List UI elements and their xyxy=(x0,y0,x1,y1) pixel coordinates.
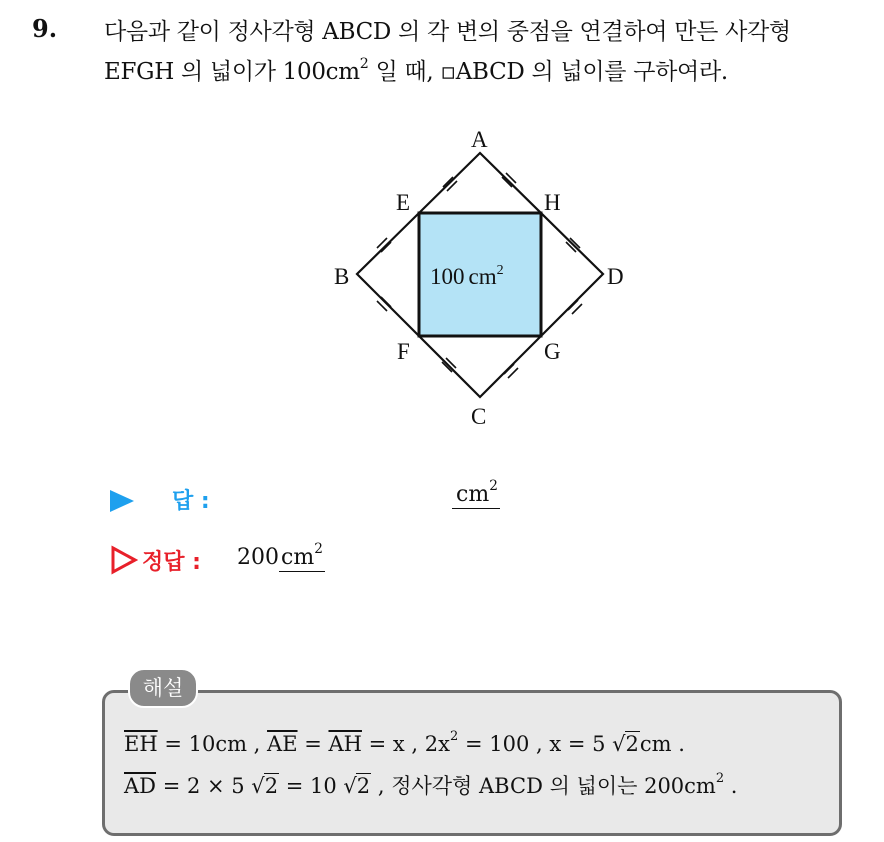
answer-marker xyxy=(110,484,134,518)
vertex-label-c: C xyxy=(471,404,487,429)
correct-answer-value xyxy=(237,540,325,570)
answer-blank[interactable] xyxy=(452,477,500,509)
sol2-part1: = 2 × 5 √ xyxy=(156,774,265,798)
outline-arrow-icon xyxy=(110,545,138,575)
answer-label: 답 : xyxy=(172,489,210,514)
vertex-label-f: F xyxy=(397,339,410,364)
question-number: 9. xyxy=(32,14,58,43)
question-sup: 2 xyxy=(359,55,369,72)
correct-answer-label: 정답 : xyxy=(142,550,201,575)
vertex-label-e: E xyxy=(396,190,411,215)
correct-unit-wrap xyxy=(279,540,325,572)
solution-box xyxy=(102,690,842,836)
vertex-label-d: D xyxy=(607,264,624,289)
question-line-2b: 일 때, ▫ABCD 의 넓이를 구하여라. xyxy=(368,59,728,85)
sol1-part5: cm . xyxy=(639,732,685,756)
sol2-part2: = 10 √ xyxy=(279,774,357,798)
sol1-radicand: 2 xyxy=(625,732,639,756)
area-value: 100 xyxy=(430,264,465,289)
solution-tag: 해설 xyxy=(128,668,198,708)
sol2-sup: 2 xyxy=(715,771,725,787)
segment-ad: $\overline{AD}$ xyxy=(124,774,157,798)
segment-ae: $\overline{AE}$ xyxy=(267,732,298,756)
sol2-radicand-2: 2 xyxy=(356,774,371,798)
answer-unit-sup: 2 xyxy=(489,477,498,494)
sol1-part1: = 10cm , xyxy=(157,732,268,756)
correct-value: 200 xyxy=(237,545,279,570)
sol2-part4: . xyxy=(724,774,738,798)
segment-eh: $\overline{EH}$ xyxy=(124,732,158,756)
sol1-part2: = xyxy=(297,732,329,756)
vertex-label-g: G xyxy=(544,339,561,364)
question-line-1: 다음과 같이 정사각형 ABCD 의 각 변의 중점을 연결하여 만든 사각형 xyxy=(104,19,791,45)
vertex-label-b: B xyxy=(334,264,350,289)
correct-unit: cm xyxy=(281,545,315,570)
area-unit: cm xyxy=(468,264,497,289)
answer-unit: cm xyxy=(456,482,490,507)
play-arrow-icon xyxy=(110,490,134,512)
vertex-label-a: A xyxy=(471,127,488,152)
area-sup: 2 xyxy=(496,263,504,278)
solution-line-2 xyxy=(124,770,737,800)
sol2-part3: , 정사각형 ABCD 의 넓이는 200cm xyxy=(371,774,716,798)
sol1-part3: = x , 2x xyxy=(361,732,450,756)
vertex-label-h: H xyxy=(544,190,561,215)
sol1-sup: 2 xyxy=(450,729,459,745)
solution-line-1 xyxy=(124,729,685,756)
segment-ah: $\overline{AH}$ xyxy=(328,732,362,756)
question-line-2a: EFGH 의 넓이가 100cm xyxy=(104,59,360,85)
sol1-part4: = 100 , x = 5 √ xyxy=(458,732,626,756)
correct-unit-sup: 2 xyxy=(314,540,323,557)
sol2-radicand-1: 2 xyxy=(264,774,279,798)
